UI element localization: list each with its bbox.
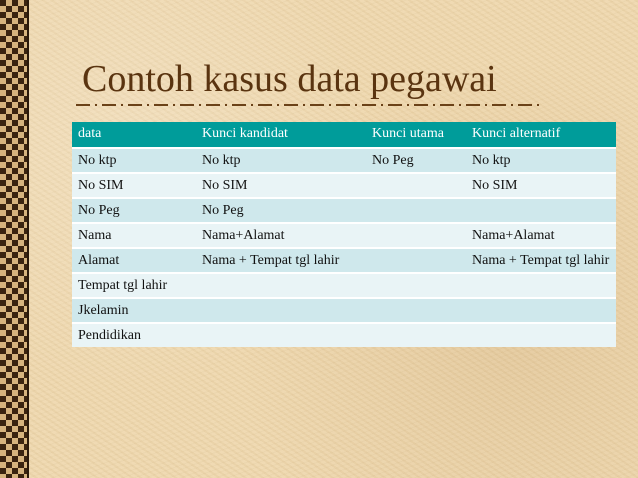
table-row bbox=[72, 248, 616, 273]
decorative-side-strip bbox=[0, 0, 29, 478]
table-cell bbox=[466, 273, 616, 298]
header-cell: Kunci kandidat bbox=[196, 122, 366, 148]
header-cell: Kunci alternatif bbox=[466, 122, 616, 148]
table-cell bbox=[366, 273, 466, 298]
table-cell: Jkelamin bbox=[72, 298, 196, 323]
slide-title: Contoh kasus data pegawai bbox=[82, 58, 497, 100]
table-cell: Nama + Tempat tgl lahir bbox=[466, 248, 616, 273]
table-cell bbox=[366, 248, 466, 273]
table-row bbox=[72, 298, 616, 323]
table-row bbox=[72, 273, 616, 298]
header-cell: data bbox=[72, 122, 196, 148]
table-cell bbox=[466, 298, 616, 323]
table-row bbox=[72, 198, 616, 223]
table-cell bbox=[196, 298, 366, 323]
table-cell: Nama+Alamat bbox=[196, 223, 366, 248]
table-row bbox=[72, 323, 616, 347]
table-cell bbox=[366, 173, 466, 198]
table-cell bbox=[466, 323, 616, 347]
table-cell: No Peg bbox=[72, 198, 196, 223]
header-cell: Kunci utama bbox=[366, 122, 466, 148]
table-row bbox=[72, 173, 616, 198]
table-cell: No Peg bbox=[366, 148, 466, 173]
table-cell: Tempat tgl lahir bbox=[72, 273, 196, 298]
table-cell: Pendidikan bbox=[72, 323, 196, 347]
table-header-row bbox=[72, 122, 616, 148]
table-cell bbox=[366, 298, 466, 323]
table-row bbox=[72, 148, 616, 173]
data-table bbox=[72, 122, 616, 347]
title-divider bbox=[76, 103, 541, 107]
table-row bbox=[72, 223, 616, 248]
table-cell bbox=[366, 223, 466, 248]
table-cell bbox=[366, 198, 466, 223]
table-cell bbox=[466, 198, 616, 223]
table-cell: No ktp bbox=[466, 148, 616, 173]
table-cell bbox=[196, 273, 366, 298]
table-cell: No ktp bbox=[196, 148, 366, 173]
table-cell: No ktp bbox=[72, 148, 196, 173]
table-cell bbox=[366, 323, 466, 347]
table-cell: No SIM bbox=[466, 173, 616, 198]
table-cell: Nama bbox=[72, 223, 196, 248]
table-cell: Alamat bbox=[72, 248, 196, 273]
table-cell bbox=[196, 323, 366, 347]
table-cell: Nama + Tempat tgl lahir bbox=[196, 248, 366, 273]
table-cell: No Peg bbox=[196, 198, 366, 223]
table-cell: Nama+Alamat bbox=[466, 223, 616, 248]
table-cell: No SIM bbox=[72, 173, 196, 198]
table-cell: No SIM bbox=[196, 173, 366, 198]
